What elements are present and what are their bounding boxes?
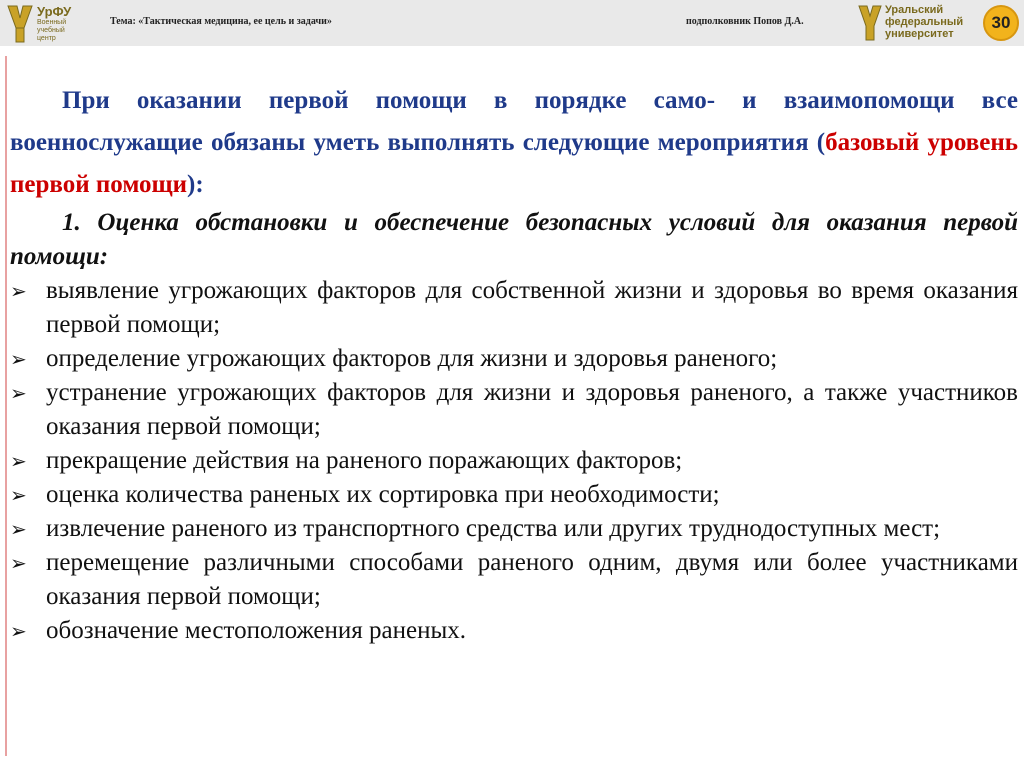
list-item-text: определение угрожающих факторов для жизни и здоровья раненого; bbox=[46, 345, 778, 372]
arrow-bullet-icon: ➢ bbox=[10, 449, 27, 473]
list-item bbox=[10, 376, 1018, 444]
slide-header bbox=[0, 0, 1024, 46]
measures-list bbox=[10, 274, 1018, 648]
university-name-line-1: Уральский bbox=[885, 4, 944, 16]
slide-content bbox=[10, 80, 1018, 648]
ural-federal-university-logo bbox=[858, 2, 978, 46]
intro-text: При оказании первой помощи в порядке само- и взаимопомощи все военнослужащие обязаны уметь выполнять следующие мероприятия ( bbox=[10, 87, 1018, 156]
list-item bbox=[10, 512, 1018, 546]
arrow-bullet-icon: ➢ bbox=[10, 619, 27, 643]
section-title: 1. Оценка обстановки и обеспечение безопасных условий для оказания первой помощи: bbox=[10, 209, 1018, 270]
list-item bbox=[10, 478, 1018, 512]
intro-paragraph bbox=[10, 80, 1018, 206]
university-name bbox=[885, 4, 980, 40]
page-number-badge: 30 bbox=[983, 5, 1019, 41]
list-item bbox=[10, 614, 1018, 648]
list-item bbox=[10, 546, 1018, 614]
list-item-text: перемещение различными способами раненого одним, двумя или более участниками оказания первой помощи; bbox=[46, 549, 1018, 610]
list-item-text: извлечение раненого из транспортного средства или других труднодоступных мест; bbox=[46, 515, 941, 542]
list-item-text: обозначение местоположения раненых. bbox=[46, 617, 467, 644]
list-item-text: устранение угрожающих факторов для жизни и здоровья раненого, а также участников оказания первой помощи; bbox=[46, 379, 1018, 440]
slide-topic: Тема: «Тактическая медицина, ее цель и задачи» bbox=[110, 16, 332, 27]
list-item bbox=[10, 444, 1018, 478]
slide-author: подполковник Попов Д.А. bbox=[686, 16, 804, 27]
arrow-bullet-icon: ➢ bbox=[10, 347, 27, 371]
university-name-line-3: университет bbox=[885, 28, 954, 40]
list-item-text: прекращение действия на раненого поражающих факторов; bbox=[46, 447, 683, 474]
university-emblem-icon bbox=[858, 4, 882, 42]
intro-highlight: базовый уровень первой помощи bbox=[10, 129, 1018, 198]
university-name-line-2: федеральный bbox=[885, 16, 964, 28]
arrow-bullet-icon: ➢ bbox=[10, 551, 27, 575]
left-accent-line bbox=[5, 56, 7, 756]
logo-subtitle-text: Военный учебный центр bbox=[37, 19, 67, 42]
intro-text-end: ): bbox=[187, 171, 204, 198]
arrow-bullet-icon: ➢ bbox=[10, 483, 27, 507]
list-item-text: оценка количества раненых их сортировка при необходимости; bbox=[46, 481, 720, 508]
list-item bbox=[10, 342, 1018, 376]
arrow-bullet-icon: ➢ bbox=[10, 279, 27, 303]
list-item bbox=[10, 274, 1018, 342]
urfu-military-center-logo bbox=[6, 2, 76, 46]
list-item-text: выявление угрожающих факторов для собственной жизни и здоровья во время оказания первой помощи; bbox=[46, 277, 1018, 338]
arrow-bullet-icon: ➢ bbox=[10, 381, 27, 405]
urfu-emblem-icon bbox=[6, 4, 34, 44]
logo-brand-text: УрФУ bbox=[37, 4, 72, 19]
arrow-bullet-icon: ➢ bbox=[10, 517, 27, 541]
